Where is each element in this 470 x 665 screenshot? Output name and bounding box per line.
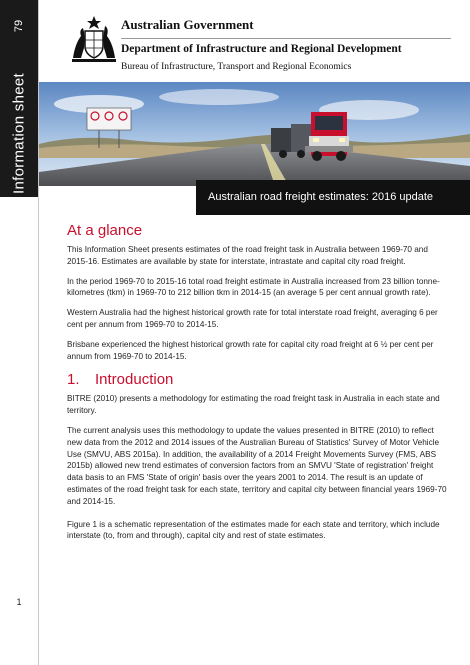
section-number: 1. xyxy=(67,371,80,389)
glance-paragraph: In the period 1969-70 to 2015-16 total road freight estimate in Australia increased from 23 billion tonne-kilometres (tkm) in 1969-70 to 212 billion tkm in 2014-15 (an average 5 per cent annual growth rate). xyxy=(67,276,440,298)
department-name: Department of Infrastructure and Regional Development xyxy=(121,43,402,55)
bureau-name: Bureau of Infrastructure, Transport and Regional Economics xyxy=(121,62,352,72)
glance-paragraph: Western Australia had the highest historical growth rate for total interstate road freight, averaging 6 per cent per annum from 1969-70 to 2014-15. xyxy=(67,308,438,329)
series-number: 79 xyxy=(13,19,25,33)
section-title: Introduction xyxy=(95,371,174,389)
intro-paragraph: BITRE (2010) presents a methodology for estimating the road freight task in Australia in each state and territory. xyxy=(67,394,440,416)
sidebar xyxy=(0,0,38,665)
glance-paragraph: This Information Sheet presents estimates of the road freight task in Australia between 1969-70 and 2015-16. Estimates are available by state for interstate, intrastate and capital city road freight. xyxy=(67,245,428,266)
information-sheet-label: Information sheet xyxy=(10,73,28,194)
intro-paragraph: Figure 1 is a schematic representation of the estimates made for each state and territory, which include interstate (to, from and through), capital city and rest of state estimates. xyxy=(67,519,440,541)
at-a-glance-heading: At a glance xyxy=(67,222,143,239)
intro-paragraph: The current analysis uses this methodology to update the values presented in BITRE (2010) to reflect new data from the 2012 and 2014 issues of the Australian Bureau of Statistics' Survey of Motor Vehicle Use (SMVU, ABS 2015a). In addition, the availability of a 2014 Freight Movements Survey (FMS, ABS 2015b) allowed new trend estimates of conversion factors from an SMVU 'State of registration' freight data basis to an FMS 'State of origin' basis over the years 2001 to 2014. The result is an update of estimates of the road freight task for each state, territory and capital city between financial years 1969-70 and 2014-15. xyxy=(67,425,447,506)
main-content xyxy=(67,222,447,542)
road-train-photo xyxy=(39,82,470,186)
header xyxy=(39,0,470,82)
government-name: Australian Government xyxy=(121,17,254,32)
document-title-bar: Australian road freight estimates: 2016 update xyxy=(196,180,470,215)
hero-photo xyxy=(39,82,470,186)
page-number: 1 xyxy=(16,597,22,607)
introduction-heading xyxy=(67,371,447,388)
header-rule xyxy=(121,38,451,39)
glance-paragraph: Brisbane experienced the highest historical growth rate for capital city road freight at 6 ½ per cent per annum from 1969-70 to 2014-15. xyxy=(67,339,434,361)
coat-of-arms-icon xyxy=(69,14,119,66)
